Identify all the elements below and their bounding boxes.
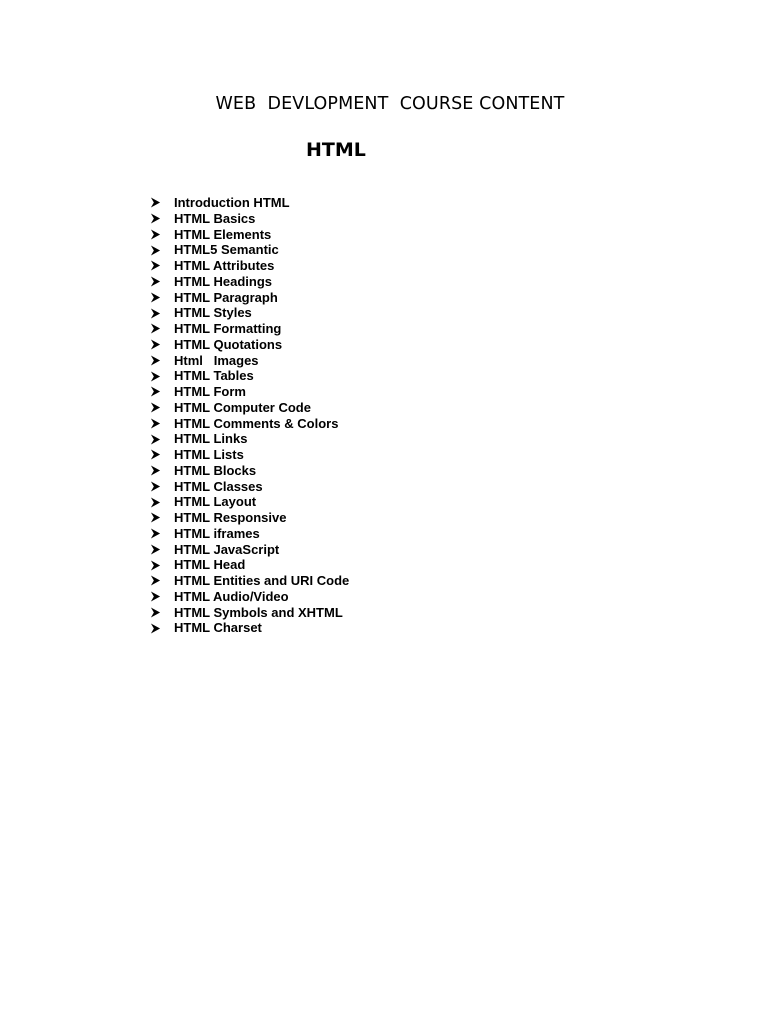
arrowhead-bullet-icon — [150, 481, 174, 492]
arrowhead-bullet-icon — [150, 575, 174, 586]
list-item — [150, 242, 349, 258]
arrowhead-bullet-icon — [150, 544, 174, 555]
list-item-label: HTML Head — [174, 557, 246, 573]
list-item-label: HTML Tables — [174, 368, 254, 384]
list-item — [150, 368, 349, 384]
arrowhead-bullet-icon — [150, 260, 174, 271]
list-item-label: HTML Quotations — [174, 336, 283, 352]
list-item-label: HTML Computer Code — [174, 399, 311, 415]
arrowhead-bullet-icon — [150, 197, 174, 208]
list-item — [150, 227, 349, 243]
list-item — [150, 416, 349, 432]
arrowhead-bullet-icon — [150, 418, 174, 429]
list-item — [150, 290, 349, 306]
list-item-label: HTML Styles — [174, 305, 252, 321]
list-item-label: HTML5 Semantic — [174, 242, 279, 258]
list-item — [150, 494, 349, 510]
list-item-label: HTML Lists — [174, 447, 244, 462]
list-item-label: HTML Comments & Colors — [174, 415, 339, 431]
arrowhead-bullet-icon — [150, 308, 174, 319]
list-item — [150, 589, 349, 605]
list-item-label: HTML Entities and URI Code — [174, 573, 350, 588]
list-item-label: Introduction HTML — [174, 195, 290, 210]
arrowhead-bullet-icon — [150, 245, 174, 256]
list-item-label: HTML Headings — [174, 273, 272, 289]
list-item-label: HTML Charset — [174, 620, 262, 636]
arrowhead-bullet-icon — [150, 623, 174, 634]
list-item-label: HTML Blocks — [174, 462, 257, 478]
arrowhead-bullet-icon — [150, 528, 174, 539]
list-item — [150, 384, 349, 400]
arrowhead-bullet-icon — [150, 292, 174, 303]
list-item — [150, 337, 349, 353]
list-item — [150, 258, 349, 274]
arrowhead-bullet-icon — [150, 276, 174, 287]
list-item-label: HTML JavaScript — [174, 541, 280, 557]
list-item — [150, 479, 349, 495]
arrowhead-bullet-icon — [150, 512, 174, 523]
list-item — [150, 620, 349, 636]
list-item — [150, 573, 349, 589]
arrowhead-bullet-icon — [150, 591, 174, 602]
list-item — [150, 305, 349, 321]
list-item-label: HTML iframes — [174, 525, 260, 541]
list-item — [150, 526, 349, 542]
list-item-label: HTML Responsive — [174, 510, 287, 525]
list-item-label: HTML Attributes — [174, 258, 275, 273]
page-title: WEB DEVLOPMENT COURSE CONTENT — [215, 94, 565, 114]
list-item — [150, 274, 349, 290]
arrowhead-bullet-icon — [150, 434, 174, 445]
arrowhead-bullet-icon — [150, 607, 174, 618]
list-item-label: HTML Formatting — [174, 321, 282, 336]
list-item-label: HTML Paragraph — [174, 289, 278, 305]
arrowhead-bullet-icon — [150, 323, 174, 334]
topic-list — [150, 195, 349, 636]
list-item — [150, 447, 349, 463]
list-item-label: HTML Layout — [174, 494, 257, 510]
arrowhead-bullet-icon — [150, 371, 174, 382]
arrowhead-bullet-icon — [150, 449, 174, 460]
list-item — [150, 353, 349, 369]
arrowhead-bullet-icon — [150, 386, 174, 397]
arrowhead-bullet-icon — [150, 402, 174, 413]
arrowhead-bullet-icon — [150, 465, 174, 476]
list-item — [150, 195, 349, 211]
list-item-label: HTML Form — [174, 384, 246, 399]
arrowhead-bullet-icon — [150, 355, 174, 366]
list-item-label: HTML Audio/Video — [174, 588, 289, 604]
list-item-label: HTML Elements — [174, 226, 272, 242]
list-item — [150, 510, 349, 526]
arrowhead-bullet-icon — [150, 497, 174, 508]
list-item-label: Html Images — [174, 352, 259, 368]
section-heading: HTML — [306, 139, 366, 161]
arrowhead-bullet-icon — [150, 213, 174, 224]
list-item — [150, 431, 349, 447]
list-item — [150, 542, 349, 558]
list-item — [150, 605, 349, 621]
list-item-label: HTML Classes — [174, 478, 263, 494]
list-item-label: HTML Basics — [174, 210, 256, 226]
arrowhead-bullet-icon — [150, 339, 174, 350]
arrowhead-bullet-icon — [150, 560, 174, 571]
list-item-label: HTML Symbols and XHTML — [174, 604, 343, 620]
list-item — [150, 211, 349, 227]
list-item — [150, 557, 349, 573]
arrowhead-bullet-icon — [150, 229, 174, 240]
list-item — [150, 400, 349, 416]
list-item-label: HTML Links — [174, 431, 248, 447]
list-item — [150, 321, 349, 337]
list-item — [150, 463, 349, 479]
